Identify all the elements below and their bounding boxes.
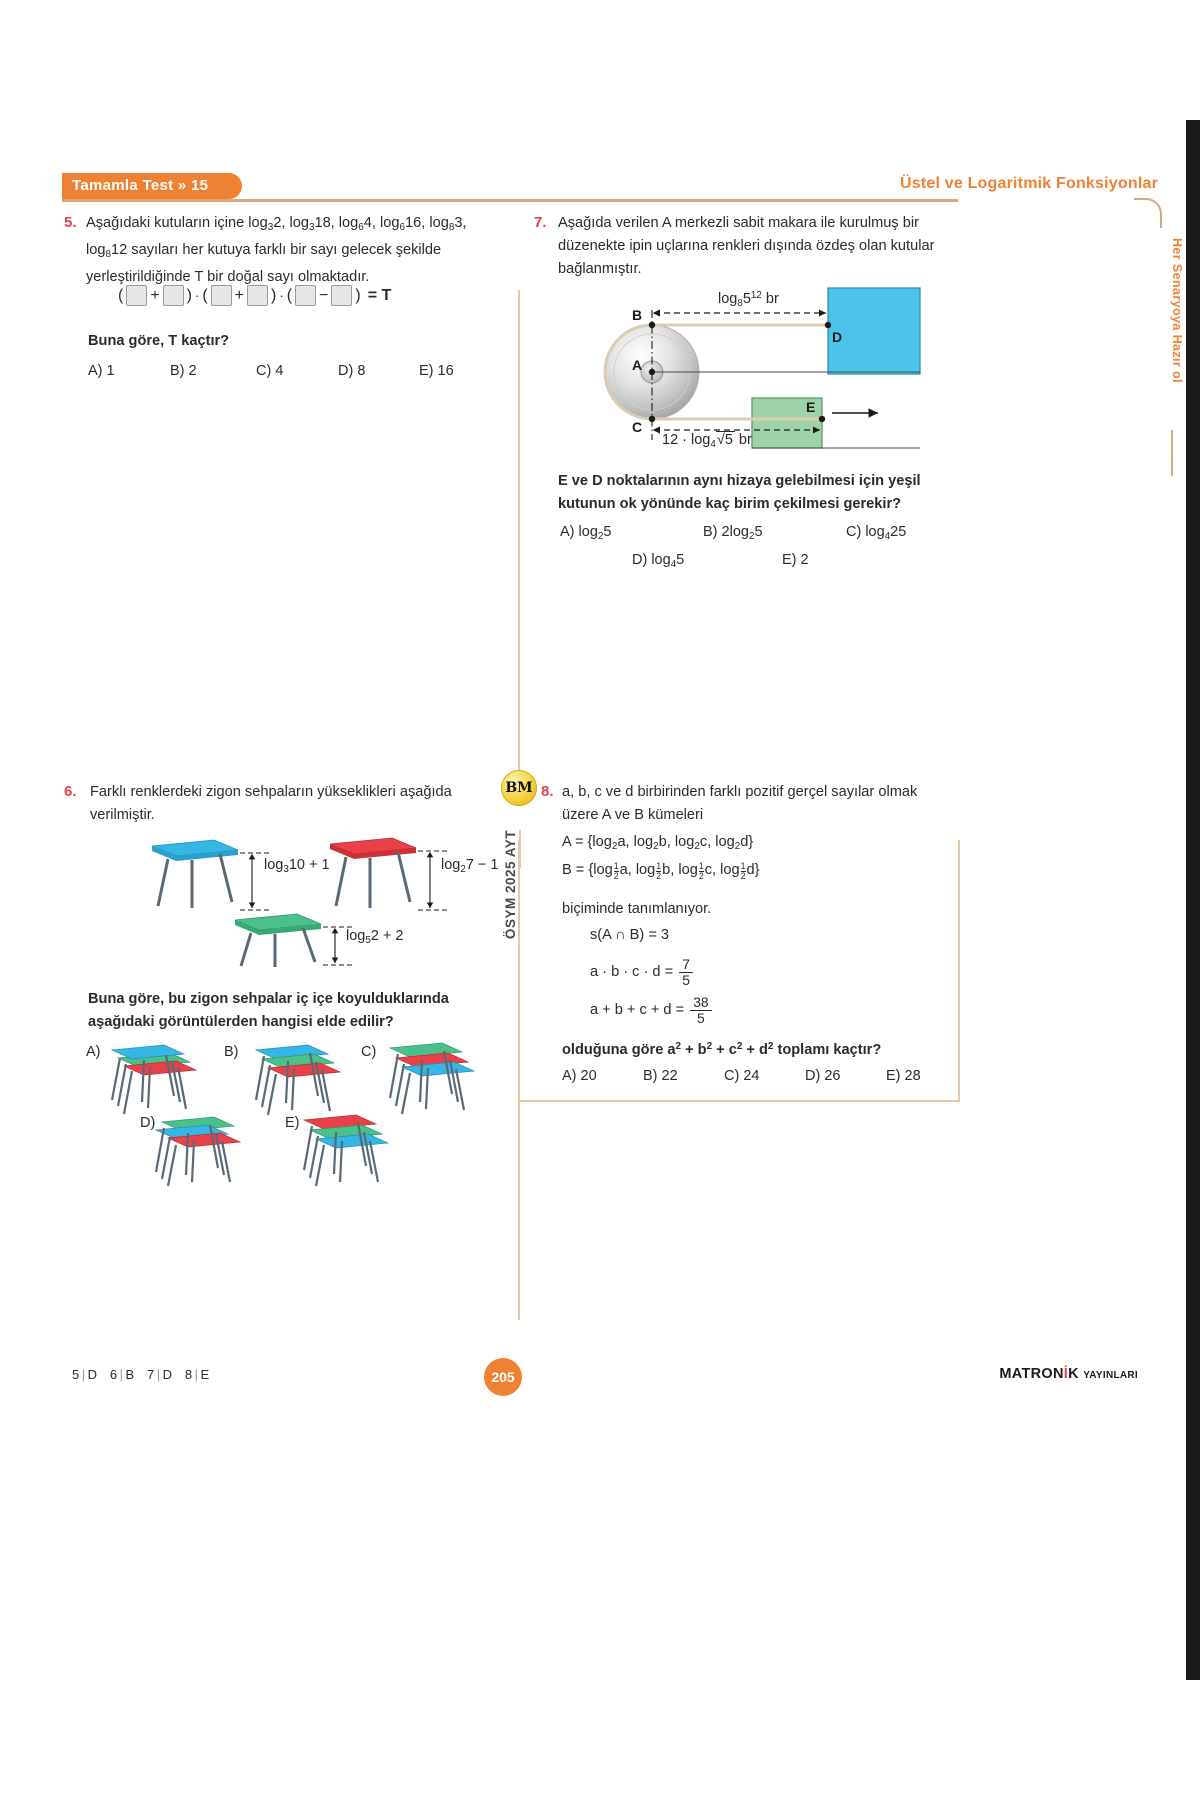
question-7-number: 7. bbox=[534, 214, 547, 231]
q8-set-b: B = {log $\frac{1}{2}$ a, log $\frac{1}{2}$ b, log $\frac{1}{2}$ c, log $\frac{1}{2}$ d} bbox=[562, 861, 760, 881]
q6-option-e-label[interactable]: E) bbox=[285, 1115, 300, 1131]
book-gutter-shadow bbox=[1186, 120, 1200, 1680]
q6-option-d-label[interactable]: D) bbox=[140, 1115, 156, 1131]
question-5-stem: Aşağıdaki kutuların içine $\log_32$, $\log_318$, $\log_64$, $\log_616$, $\log_83$, $\log_812$ sayıları her kutuya farklı bir sayı gelecek şekilde yerleştirildiğinde T bir doğal sayı olmaktadır. bbox=[86, 215, 467, 286]
q6-option-b-label[interactable]: B) bbox=[224, 1044, 239, 1060]
q8-frame-right bbox=[958, 840, 960, 1102]
header-corner-decoration bbox=[1134, 198, 1162, 228]
q6-stem-line1: Farklı renklerdeki zigon sehpaların yükseklikleri aşağıda bbox=[90, 784, 452, 800]
q6-option-c-label[interactable]: C) bbox=[361, 1044, 377, 1060]
q6-option-figures bbox=[104, 1036, 484, 1216]
publisher-logo: MATRONİK YAYINLARI bbox=[999, 1366, 1138, 1382]
question-7-prompt bbox=[558, 470, 968, 516]
q5-option-c[interactable]: C) 4 bbox=[256, 363, 284, 379]
q6-prompt-line1: Buna göre, bu zigon sehpalar iç içe koyulduklarında bbox=[88, 991, 449, 1007]
question-5-equation: ( + ) · ( + ) · ( − ) = T bbox=[118, 285, 391, 306]
osym-label: ÖSYM 2025 AYT bbox=[503, 830, 518, 940]
answer-box[interactable] bbox=[247, 285, 268, 306]
q6-label-red: $\log_27 - 1$ bbox=[441, 857, 499, 876]
q8-option-a[interactable]: A) 20 bbox=[562, 1068, 597, 1084]
side-vertical-slogan: Her Senaryoya Hazır ol bbox=[1170, 238, 1184, 383]
answer-box[interactable] bbox=[126, 285, 147, 306]
side-rule bbox=[1171, 430, 1173, 476]
q5-option-b[interactable]: B) 2 bbox=[170, 363, 197, 379]
q6-stem-line2: verilmiştir. bbox=[90, 807, 155, 823]
question-7-stem bbox=[558, 212, 968, 281]
test-tab-label: Tamamla Test » 15 bbox=[62, 173, 242, 199]
svg-text:D: D bbox=[832, 329, 843, 345]
table-red bbox=[330, 838, 416, 908]
q7-option-e[interactable]: E) 2 bbox=[782, 552, 809, 568]
q8-stem-line2: üzere A ve B kümeleri bbox=[562, 807, 704, 823]
answer-key-value: D bbox=[162, 1367, 173, 1382]
q6-figure-d bbox=[156, 1117, 240, 1186]
answer-key-item: 7 bbox=[147, 1367, 155, 1382]
answer-key-value: D bbox=[87, 1367, 98, 1382]
q6-label-blue: $\log_310 + 1$ bbox=[264, 857, 330, 876]
pulley-diagram bbox=[600, 280, 960, 470]
svg-text:E: E bbox=[806, 399, 816, 415]
q7-stem-line2: düzenekte ipin uçlarına renkleri dışında özdeş olan kutular bbox=[558, 238, 935, 254]
q8-condition-1: s(A ∩ B) = 3 bbox=[590, 927, 670, 943]
q8-option-d[interactable]: D) 26 bbox=[805, 1068, 841, 1084]
question-5-prompt: Buna göre, T kaçtır? bbox=[88, 333, 230, 349]
question-5-number: 5. bbox=[64, 214, 77, 231]
page-number-badge: 205 bbox=[484, 1358, 522, 1396]
q7-option-c[interactable]: C) $\log_425$ bbox=[846, 524, 907, 543]
question-8-prompt: olduğuna göre $a^2 + b^2 + c^2 + d^2$ toplamı kaçtır? bbox=[562, 1041, 882, 1058]
q7-stem-line3: bağlanmıştır. bbox=[558, 261, 642, 277]
q8-option-e[interactable]: E) 28 bbox=[886, 1068, 921, 1084]
q8-frame-bottom bbox=[519, 1100, 960, 1102]
q8-option-c[interactable]: C) 24 bbox=[724, 1068, 760, 1084]
answer-key-value: E bbox=[200, 1367, 210, 1382]
q7-prompt-line1: E ve D noktalarının aynı hizaya gelebilmesi için yeşil bbox=[558, 473, 921, 489]
q7-stem-line1: Aşağıda verilen A merkezli sabit makara ile kurulmuş bir bbox=[558, 215, 919, 231]
question-6-number: 6. bbox=[64, 783, 77, 800]
answer-box[interactable] bbox=[295, 285, 316, 306]
q8-set-a: $A = \{\log_2a$, $\log_2b$, $\log_2c$, $\log_2d$} bbox=[562, 834, 754, 853]
column-divider-top bbox=[518, 290, 520, 770]
question-6-stem bbox=[90, 781, 490, 827]
q6-option-a-label[interactable]: A) bbox=[86, 1044, 101, 1060]
chapter-title: Üstel ve Logaritmik Fonksiyonlar bbox=[899, 175, 1158, 192]
q6-figure-c bbox=[390, 1043, 474, 1114]
q7-option-d[interactable]: D) $\log_45$ bbox=[632, 552, 685, 571]
header-rule bbox=[62, 199, 958, 202]
q6-label-green: $\log_52 + 2$ bbox=[346, 928, 404, 947]
q7-bottom-dimension-label: $12 \cdot \log_4√5$ br bbox=[662, 432, 752, 451]
q8-stem-line3: biçiminde tanımlanıyor. bbox=[562, 901, 712, 917]
answer-key-item: 6 bbox=[109, 1367, 118, 1382]
table-green bbox=[235, 914, 321, 967]
table-blue bbox=[152, 840, 238, 908]
q7-top-dimension-label: $\log_85^{12}$ br bbox=[718, 290, 779, 310]
q5-option-a[interactable]: A) 1 bbox=[88, 363, 115, 379]
svg-text:C: C bbox=[632, 419, 643, 435]
q5-option-d[interactable]: D) 8 bbox=[338, 363, 366, 379]
answer-key-value: B bbox=[125, 1367, 135, 1382]
column-divider-bottom bbox=[518, 840, 520, 1320]
question-6-prompt bbox=[88, 988, 498, 1034]
osym-divider-line bbox=[519, 830, 521, 868]
q8-stem-line1: a, b, c ve d birbirinden farklı pozitif gerçel sayılar olmak bbox=[562, 784, 918, 800]
question-8-stem bbox=[562, 781, 962, 827]
question-8-number: 8. bbox=[541, 783, 554, 800]
svg-text:A: A bbox=[632, 357, 643, 373]
q8-condition-3: a + b + c + d = $\frac{38}{5}$ bbox=[590, 995, 714, 1025]
answer-key: 5 | D 6 | B 7 | D 8 | E bbox=[72, 1367, 210, 1382]
q6-figure-e bbox=[304, 1115, 388, 1186]
answer-key-item: 5 bbox=[72, 1367, 80, 1382]
page-top-margin bbox=[0, 0, 1200, 120]
q7-option-b[interactable]: B) $2\log_25$ bbox=[703, 524, 763, 543]
answer-box[interactable] bbox=[331, 285, 352, 306]
q7-prompt-line2: kutunun ok yönünde kaç birim çekilmesi gerekir? bbox=[558, 496, 902, 512]
osym-badge-icon: BM bbox=[501, 770, 537, 806]
svg-text:B: B bbox=[632, 307, 643, 323]
q8-option-b[interactable]: B) 22 bbox=[643, 1068, 678, 1084]
q6-figure-a bbox=[112, 1045, 196, 1114]
q6-prompt-line2: aşağıdaki görüntülerden hangisi elde edilir? bbox=[88, 1014, 394, 1030]
q7-option-a[interactable]: A) $\log_25$ bbox=[560, 524, 612, 543]
answer-box[interactable] bbox=[211, 285, 232, 306]
answer-box[interactable] bbox=[163, 285, 184, 306]
q6-figure-b bbox=[256, 1045, 340, 1115]
q5-option-e[interactable]: E) 16 bbox=[419, 363, 454, 379]
q8-condition-2: a · b · c · d = $\frac{7}{5}$ bbox=[590, 957, 695, 987]
answer-key-item: 8 bbox=[184, 1367, 193, 1382]
q6-given-tables bbox=[140, 828, 490, 968]
